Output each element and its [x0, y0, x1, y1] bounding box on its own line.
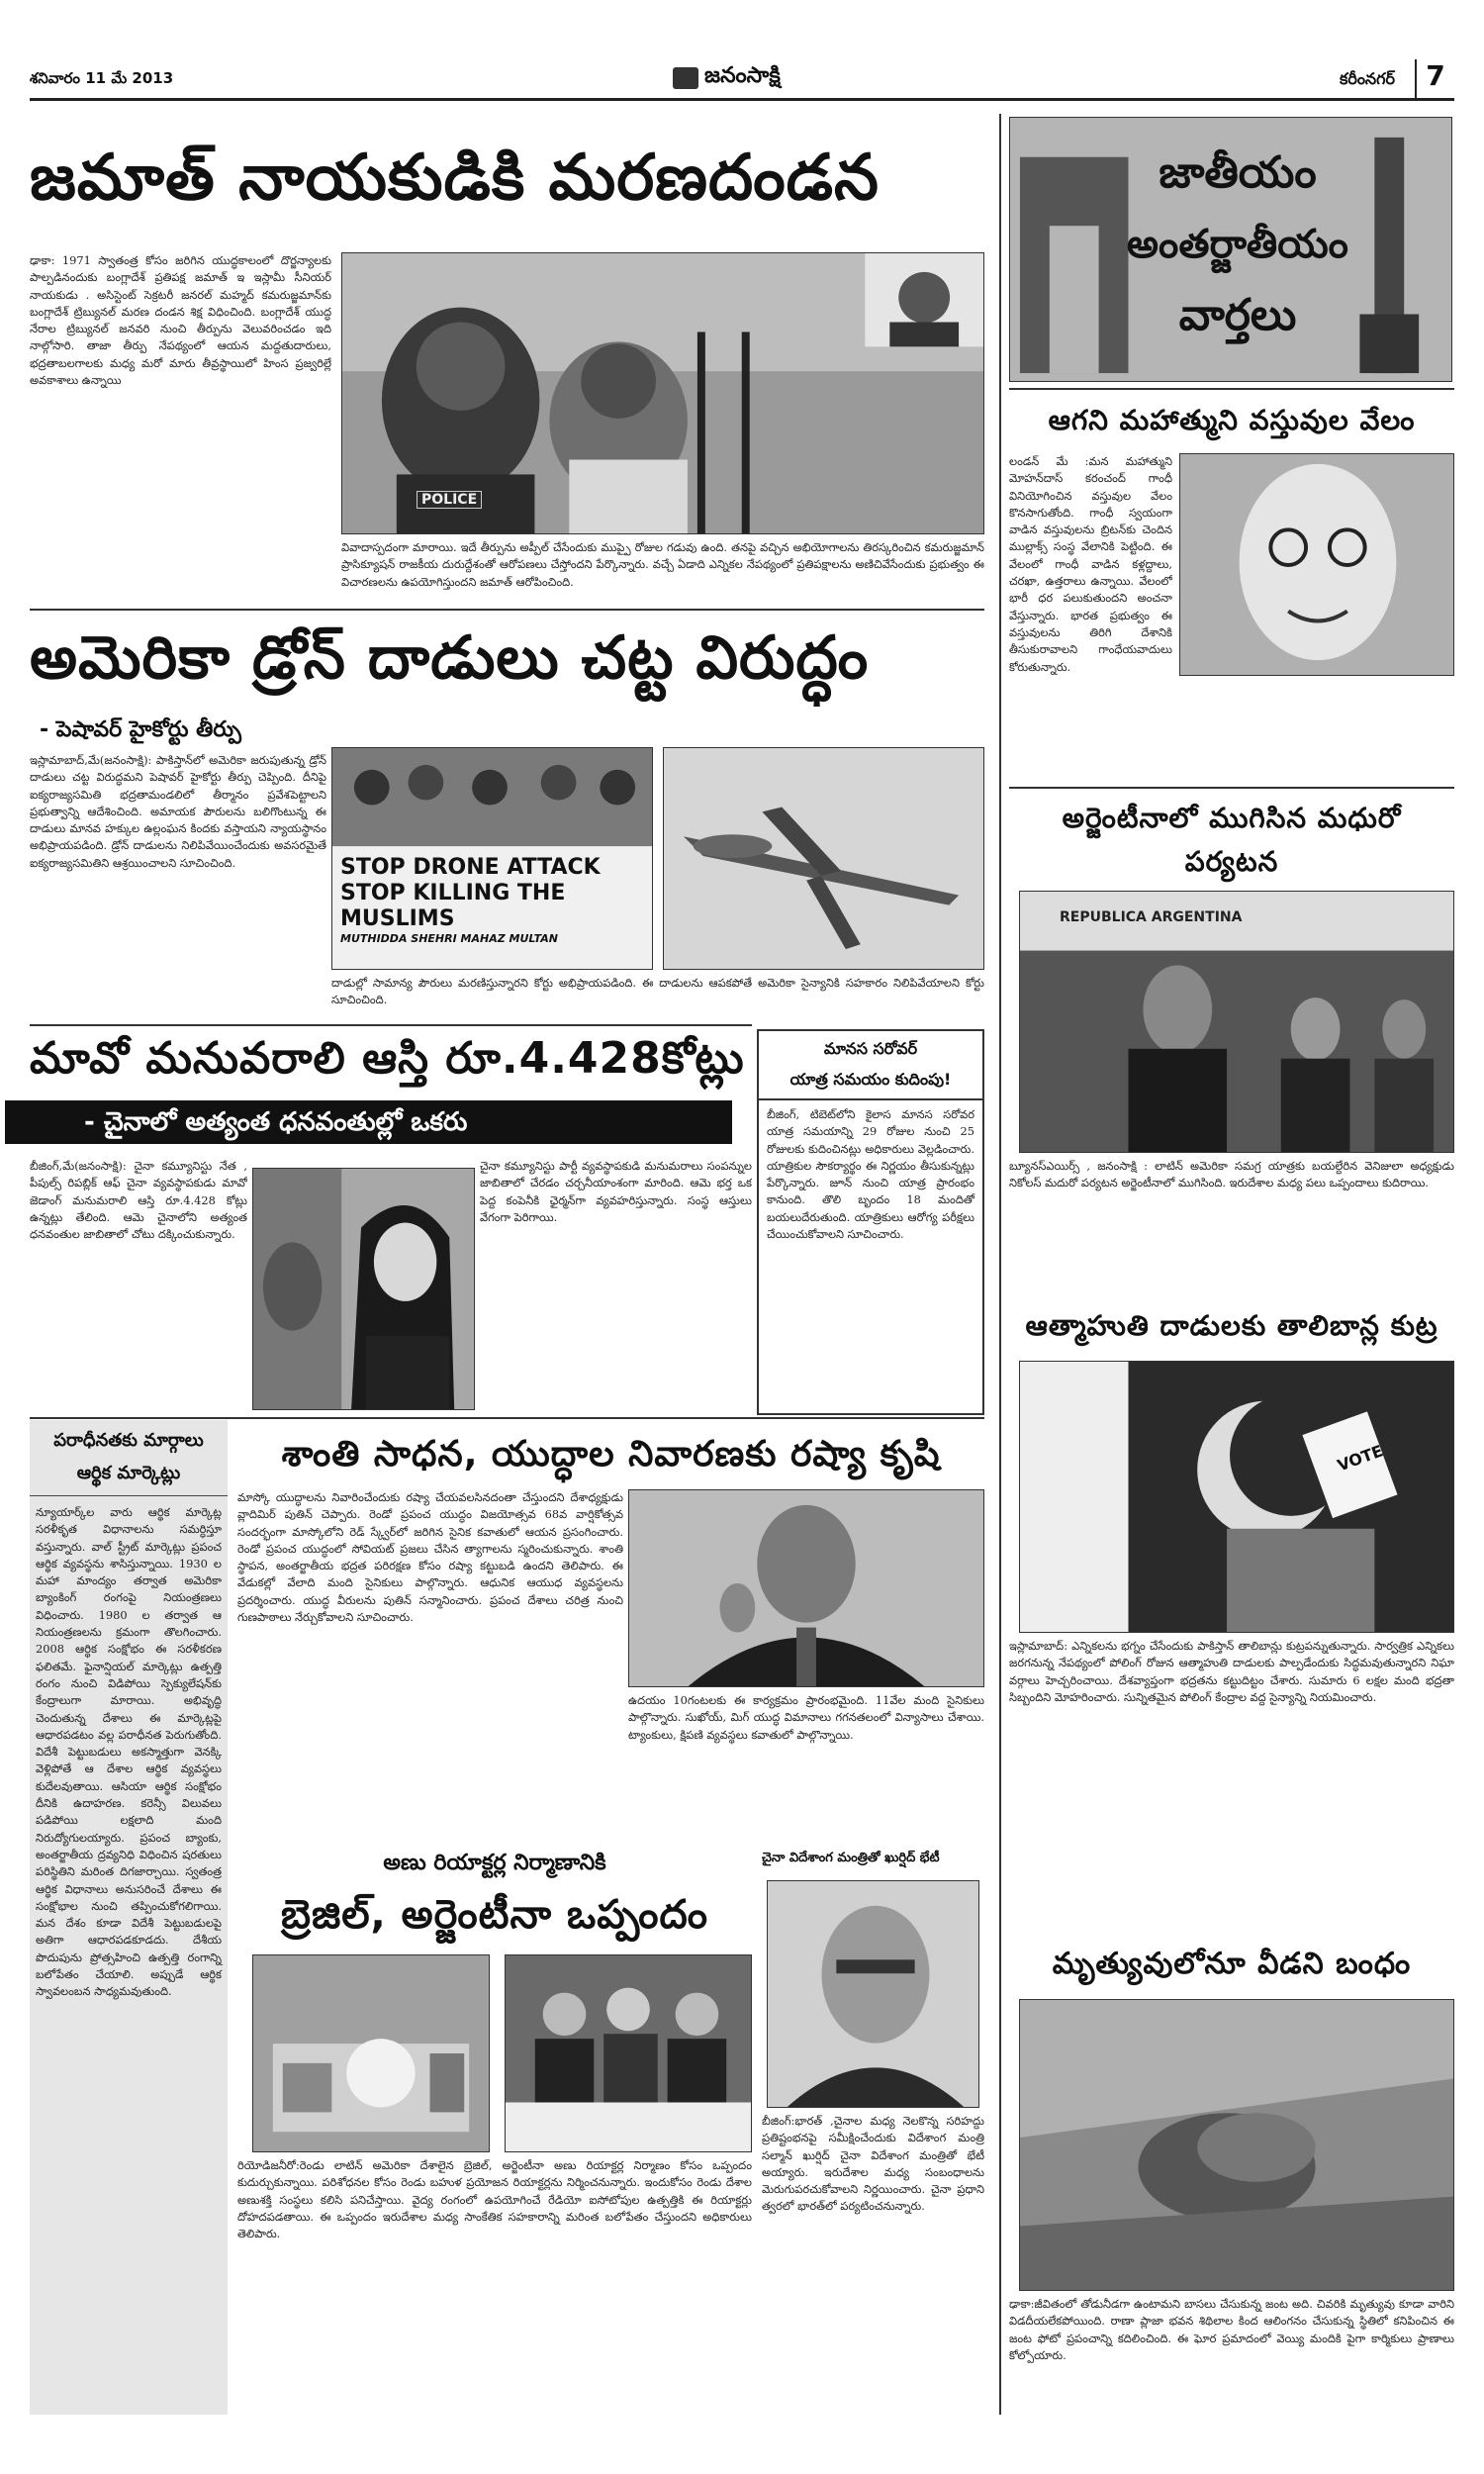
police-label: POLICE [417, 491, 482, 509]
divider [30, 609, 984, 611]
death-body: ఢాకా:జీవితంలో తోడునీడగా ఉంటామని బాసలు చేసుకున్న జంట అది. చివరికి మృత్యువు కూడా వారిని విడదీయలేకపోయింది. రాణా ప్లాజా భవన శిథిలాల కింద ఆలింగనం చేసుకున్న స్థితిలో కనిపించిన ఈ జంట ఫోటో ప్రపంచాన్ని కదిలించింది. ఈ ఘోర ప్రమాదంలో వెయ్యి మందికి పైగా కార్మికులు ప్రాణాలు కోల్పోయారు. [1009, 2297, 1454, 2362]
paradheena-body: న్యూయార్క్‌ల వారు ఆర్థిక మార్కెట్ల సరళీకృత విధానాలను సమర్ధిస్తూ వస్తున్నారు. వాల్‌ స్ట్రీట్‌ మార్కెట్లు ప్రపంచ ఆర్థిక వ్యవస్థను శాసిస్తున్నాయి. 1930 ల మహా మాంద్యం తర్వాత అమెరికా బ్యాంకింగ్‌ రంగంపై నియంత్రణలు విధించారు. 1980 ల తర్వాత ఆ నియంత్రణలను క్రమంగా తొలగించారు. 2008 ఆర్థిక సంక్షోభం ఈ సరళీకరణ ఫలితమే. ఫైనాన్షియల్‌ మార్కెట్లు ఉత్పత్తి రంగం నుంచి విడిపోయి స్పెక్యులేషన్‌కు కేంద్రాలుగా మారాయి. అభివృద్ధి చెందుతున్న దేశాలు ఈ మార్కెట్లపై ఆధారపడటం వల్ల పరాధీనత పెరుగుతోంది. విదేశీ పెట్టుబడులు అకస్మాత్తుగా వెనక్కి వెళ్లిపోతే ఆ దేశాల ఆర్థిక వ్యవస్థలు కుదేలవుతాయి. ఆసియా ఆర్థిక సంక్షోభం దీనికి ఉదాహరణ. కరెన్సీ విలువలు పడిపోయి లక్షలాది మంది నిరుద్యోగులయ్యారు. ప్రపంచ బ్యాంకు, అంతర్జాతీయ ద్రవ్యనిధి విధించిన షరతులు పరిస్థితిని మరింత దిగజార్చాయి. స్వతంత్ర ఆర్థిక విధానాలు అనుసరించే దేశాలు ఈ సంక్షోభాల నుంచి తప్పించుకోగలిగాయి. మన దేశం కూడా విదేశీ పెట్టుబడులపై అతిగా ఆధారపడకూడదు. దేశీయ పొదుపును ప్రోత్సహించి ఉత్పత్తి రంగాన్ని బలోపేతం చేయాలి. అప్పుడే ఆర్థిక స్వావలంబన సాధ్యమవుతుంది. [36, 1505, 222, 1999]
argentina-body: బ్యూనస్‌ఎయిర్స్‌ , జనంసాక్షి : లాటిన్‌ అమెరికా సమగ్ర యాత్రకు బయల్దేరిన వెనిజులా అధ్యక్షుడు నికోలస్‌ మదురో పర్యటన అర్జెంటీనాలో ముగిసింది. ఇరుదేశాల మధ్య పలు ఒప్పందాలు కుదిరాయి. [1009, 1159, 1454, 1190]
plane-text: REPUBLICA ARGENTINA [1060, 909, 1243, 925]
jamat-photo [341, 252, 984, 534]
russia-body-2: ఉదయం 10గంటలకు ఈ కార్యక్రమం ప్రారంభమైంది. 11వేల మంది సైనికులు పాల్గొన్నారు. సుఖోయ్‌, మిగ్‌ యుద్ధ విమానాలు గగనతలంలో విన్యాసాలు చేశాయి. ట్యాంకులు, క్షిపణి వ్యవస్థలు కవాతులో పాల్గొన్నాయి. [628, 1693, 984, 1742]
paradheena-title-1: పరాధీనతకు మార్గాలు [53, 1430, 204, 1451]
drone-headline: అమెరికా డ్రోన్‌ దాడులు చట్ట విరుద్ధం [30, 623, 870, 693]
russia-body: మాస్కో యుద్ధాలను నివారించేందుకు రష్యా చేయవలసినదంతా చేస్తుందని దేశాధ్యక్షుడు వ్లాదిమిర్‌ పుతిన్‌ చెప్పారు. రెండో ప్రపంచ యుద్ధం విజయోత్సవ 68వ వార్షికోత్సవ సందర్భంగా మాస్కోలోని రెడ్‌ స్క్వేర్‌లో జరిగిన సైనిక కవాతులో ఆయన ప్రసంగించారు. రెండో ప్రపంచ యుద్ధంలో సోవియట్‌ ప్రజలు చేసిన త్యాగాలను స్మరించుకున్నారు. శాంతి స్థాపన, అంతర్జాతీయ భద్రత పరిరక్షణ కోసం రష్యా కట్టుబడి ఉందని తెలిపారు. ఈ వేడుకల్లో వేలాది మంది సైనికులు పాల్గొన్నారు. ఆధునిక ఆయుధ వ్యవస్థలను ప్రదర్శించారు. యుద్ధ వీరులను పుతిన్‌ సన్మానించారు. ప్రపంచ దేశాలు చరిత్ర నుంచి గుణపాఠాలు నేర్చుకోవాలని సూచించారు. [237, 1490, 623, 1625]
jamat-headline: జమాత్‌ నాయకుడికి మరణదండన [30, 142, 880, 215]
putin-photo [628, 1489, 984, 1687]
argentina-headline-line-2: పర్యటన [1184, 845, 1279, 878]
brazil-headline: బ్రెజిల్‌, అర్జెంటీనా ఒప్పందం [280, 1892, 709, 1938]
khurshid-body: బీజింగ్‌:భారత్‌ ,చైనాల మధ్య నెలకొన్న సరిహద్దు ప్రతిష్టంభనపై సమీక్షించేందుకు విదేశాంగ మంత్రి సల్మాన్‌ ఖుర్షిద్‌ చైనా విదేశాంగ మంత్రితో భేటీ అయ్యారు. ఇరుదేశాల మధ్య సంబంధాలను మెరుగుపరచుకోవాలని నిర్ణయించారు. చైనా ప్రధాని త్వరలో భారత్‌లో పర్యటించనున్నారు. [762, 2114, 984, 2214]
khurshid-caption: చైనా విదేశాంగ మంత్రితో ఖుర్షిద్‌ భేటీ [762, 1851, 940, 1865]
paradheena-box [30, 1420, 228, 2415]
taliban-headline: ఆత్మాహుతి దాడులకు తాలిబాన్ల కుట్ర [1025, 1309, 1438, 1342]
banner-national: జాతీయం [1159, 147, 1317, 198]
masthead-title: జనంసాక్షి [704, 63, 781, 88]
jamat-body-bottom: వివాదాస్పదంగా మారాయి. ఇదే తీర్పును అప్పీల్‌ చేసేందుకు ముప్పై రోజుల గడువు ఉంది. తనపై వచ్చిన అభియోగాలను తిరస్కరించిన కమరుజ్జమాన్‌ ప్రాసిక్యూషన్‌ రాజకీయ దురుద్దేశంతో ఆరోపణలు చేస్తోందని పేర్కొన్నారు. వచ్చే ఏడాది ఎన్నికల నేపథ్యంలో ప్రతిపక్షాలను అణిచివేసేందుకు ప్రభుత్వం ఈ విచారణలను ఉపయోగిస్తుందని జమాత్‌ ఆరోపించింది. [341, 540, 984, 589]
banner-news: వార్తలు [1178, 290, 1297, 340]
reactor-photo [252, 1954, 490, 2152]
drone-aircraft-photo [663, 747, 984, 970]
banner-line-2: STOP KILLING THE MUSLIMS [340, 881, 566, 931]
drone-body-bottom: దాడుల్లో సామాన్య పౌరులు మరణిస్తున్నారని కోర్టు అభిప్రాయపడింది. ఈ దాడులను ఆపకపోతే అమెరికా సైన్యానికి సహకారం నిలిపివేయాలని కోర్టు సూచించింది. [331, 976, 984, 1007]
mao-headline: మావో మనువరాలి ఆస్తి రూ.4.428కోట్లు [30, 1033, 745, 1084]
masthead-logo [673, 63, 781, 93]
banner-line-3: MUTHIDDA SHEHRI MAHAZ MULTAN [340, 932, 558, 945]
drone-subhead: - పెషావర్‌ హైకోర్టు తీర్పు [40, 717, 241, 742]
column-divider [999, 114, 1001, 2415]
edition-city: కరీంనగర్ [1339, 69, 1395, 88]
argentina-headline-line-1: అర్జెంటీనాలో ముగిసిన మధురో [1062, 802, 1402, 834]
gandhi-headline: ఆగని మహాత్ముని వస్తువుల వేలం [1048, 404, 1416, 436]
death-headline: మృత్యువులోనూ వీడని బంధం [1052, 1947, 1412, 1981]
mao-body-col2: చైనా కమ్యూనిస్టు పార్టీ వ్యవస్థాపకుడి మనుమరాలు సంపన్నుల జాబితాలో చేరడం చర్చనీయాంశంగా మారింది. ఆమె భర్త ఒక పెద్ద కంపెనీకి ఛైర్మన్‌గా వ్యవహరిస్తున్నారు. సంస్థ ఆస్తులు వేగంగా పెరిగాయి. [480, 1159, 752, 1224]
maduro-photo [1019, 891, 1454, 1153]
paradheena-title-2: ఆర్థిక మార్కెట్లు [30, 1463, 228, 1496]
divider [1009, 388, 1454, 390]
gandhi-photo [1179, 453, 1454, 676]
divider [1009, 787, 1454, 789]
drone-protest-photo [331, 747, 653, 970]
banner-international: అంతర్జాతీయం [1127, 222, 1348, 267]
manasa-subtitle: యాత్ర సమయం కుదింపు! [759, 1070, 982, 1100]
brazil-kicker: అణు రియాక్టర్ల నిర్మాణానికి [383, 1851, 606, 1875]
mao-granddaughter-photo [252, 1168, 475, 1410]
page-number: 7 [1415, 59, 1454, 99]
taliban-body: ఇస్లామాబాద్‌: ఎన్నికలను భగ్నం చేసేందుకు పాకిస్తాన్‌ తాలిబాన్లు కుట్రపన్నుతున్నారు. సార్వత్రిక ఎన్నికలు జరగనున్న నేపథ్యంలో పోలింగ్‌ రోజున ఆత్మాహుతి దాడులకు పాల్పడేందుకు సిద్ధమవుతున్నారని నిఘా వర్గాలు హెచ్చరించాయి. దేశవ్యాప్తంగా భద్రతను కట్టుదిట్టం చేశారు. సుమారు 6 లక్షల మంది భద్రతా సిబ్బందిని మోహరించారు. సున్నితమైన పోలింగ్‌ కేంద్రాల వద్ద సైన్యాన్ని నియమించారు. [1009, 1639, 1454, 1704]
issue-date: శనివారం 11 మే 2013 [30, 69, 174, 87]
manasa-body: బీజింగ్‌, టిబెట్‌లోని కైలాస మానస సరోవర యాత్ర సమయాన్ని 29 రోజుల నుంచి 25 రోజులకు కుదించినట్లు అధికారులు వెల్లడించారు. యాత్రికుల సౌకర్యార్థం ఈ నిర్ణయం తీసుకున్నట్లు పేర్కొన్నారు. జూన్‌ నుంచి యాత్ర ప్రారంభం కానుంది. తొలి బృందం 18 మందితో బయలుదేరుతుంది. యాత్రికులు ఆరోగ్య పరీక్షలు చేయించుకోవాలని సూచించారు. [767, 1107, 974, 1242]
argentina-headline [1009, 797, 1454, 884]
gandhi-body: లండన్‌ మే :మన మహాత్ముని మోహన్‌దాస్‌ కరంచంద్‌ గాంధీ వినియోగించిన వస్తువుల వేలం కొనసాగుతోంది. గాంధీ స్వయంగా వాడిన వస్తువులను బ్రిటన్‌కు చెందిన ముల్లాక్స్‌ సంస్థ వేలానికి పెట్టింది. ఈ వేలంలో గాంధీ వాడిన కళ్లద్దాలు, చరఖా, ఉత్తరాలు ఉన్నాయి. వేలంలో భారీ ధర పలుకుతుందని అంచనా వేస్తున్నారు. భారత ప్రభుత్వం ఈ వస్తువులను తిరిగి దేశానికి తీసుకురావాలని గాంధేయవాదులు కోరుతున్నారు. [1009, 454, 1172, 674]
divider [30, 1024, 752, 1026]
national-international-banner [1009, 117, 1452, 382]
pakistan-vote-photo [1019, 1361, 1454, 1633]
manasa-box [757, 1029, 984, 1415]
jamat-body-col1: ఢాకా: 1971 స్వాతంత్ర కోసం జరిగిన యుద్ధకాలంలో దొర్జన్యాలకు పాల్పడినందుకు బంగ్లాదేశ్‌ ప్రతిపక్ష జమాత్‌ ఇ ఇస్లామీ సీనియర్‌ నాయకుడు . అసిస్టెంట్‌ సెక్రటరీ జనరల్‌ మహ్మద్‌ కమరుజ్జమాన్‌కు బంగ్లాదేశ్‌ ట్రిబ్యునల్‌ మరణ దండన శిక్ష విధించింది. బంగ్లాదేశ్‌ యుద్ధ నేరాల ట్రిబ్యునల్‌ జనవరి నుంచి తీర్పును వెలువరించడం ఇది నాల్గోసారి. తాజా తీర్పు నేపథ్యంలో ఆయన మద్దతుదారులు, భద్రతాబలగాలకు మధ్య మరో మారు తీవ్రస్థాయిలో హింస ప్రజ్వరిల్లే అవకాశాలు ఉన్నాయి [30, 253, 331, 388]
page-header [30, 61, 1454, 101]
divider [30, 1417, 984, 1419]
vote-label: VOTE [1335, 1441, 1386, 1475]
brazil-body: రియోడిజనీరో:రెండు లాటిన్‌ అమెరికా దేశాలైన బ్రెజిల్‌, అర్జెంటీనా అణు రియాక్టర్ల నిర్మాణం కోసం ఒప్పందం కుదుర్చుకున్నాయి. పరిశోధనల కోసం రెండు బహుళ ప్రయోజన రియాక్టర్లను నిర్మించనున్నారు. ఇందుకోసం రెండు దేశాల అణుశక్తి సంస్థలు కలిసి పనిచేస్తాయి. వైద్య రంగంలో ఉపయోగించే రేడియో ఐసోటోపుల ఉత్పత్తికి ఈ రియాక్టర్లు దోహదపడతాయి. ఈ ఒప్పందం ఇరుదేశాల మధ్య సాంకేతిక సహకారాన్ని మరింత బలోపేతం చేస్తుందని అధికారులు తెలిపారు. [237, 2158, 752, 2241]
logo-icon [673, 67, 698, 89]
russia-headline: శాంతి సాధన, యుద్ధాల నివారణకు రష్యా కృషి [281, 1434, 941, 1475]
banner-line-1: STOP DRONE ATTACK [340, 855, 601, 880]
mao-body-col1: బీజింగ్‌,మే(జనంసాక్షి): చైనా కమ్యూనిస్టు నేత , పీపుల్స్‌ రిపబ్లిక్‌ ఆఫ్‌ చైనా వ్యవస్థాపకుడు మావో జెడాంగ్‌ మనుమరాలి ఆస్తి రూ.4.428 కోట్లు ఉన్నట్లు తేలింది. ఆమె చైనాలోని అత్యంత ధనవంతుల జాబితాలో చోటు దక్కించుకున్నారు. [30, 1159, 247, 1242]
manasa-title: మానస సరోవర్‌ [823, 1039, 918, 1058]
drone-body: ఇస్లామాబాద్‌,మే(జనంసాక్షి): పాకిస్తాన్‌లో అమెరికా జరుపుతున్న డ్రోన్‌ దాడులు చట్ట విరుద్ధమని పెషావర్‌ హైకోర్టు తీర్పు చెప్పింది. దీనిపై ఐక్యరాజ్యసమితి భద్రతామండలిలో తీర్మానం ప్రవేశపెట్టాలని ప్రభుత్వాన్ని ఆదేశించింది. అమాయక పౌరులను బలిగొంటున్న ఈ దాడులు మానవ హక్కుల ఉల్లంఘన కిందకు వస్తాయని న్యాయస్థానం అభిప్రాయపడింది. డ్రోన్‌ దాడులను నిలిపివేయించేందుకు అవసరమైతే ఐక్యరాజ్యసమితిని ఆశ్రయించాలని సూచించింది. [30, 753, 326, 870]
rubble-photo [1019, 1999, 1454, 2291]
khurshid-photo [767, 1880, 979, 2108]
mao-subhead: - చైనాలో అత్యంత ధనవంతుల్లో ఒకరు [5, 1100, 732, 1144]
signing-photo [505, 1954, 752, 2152]
